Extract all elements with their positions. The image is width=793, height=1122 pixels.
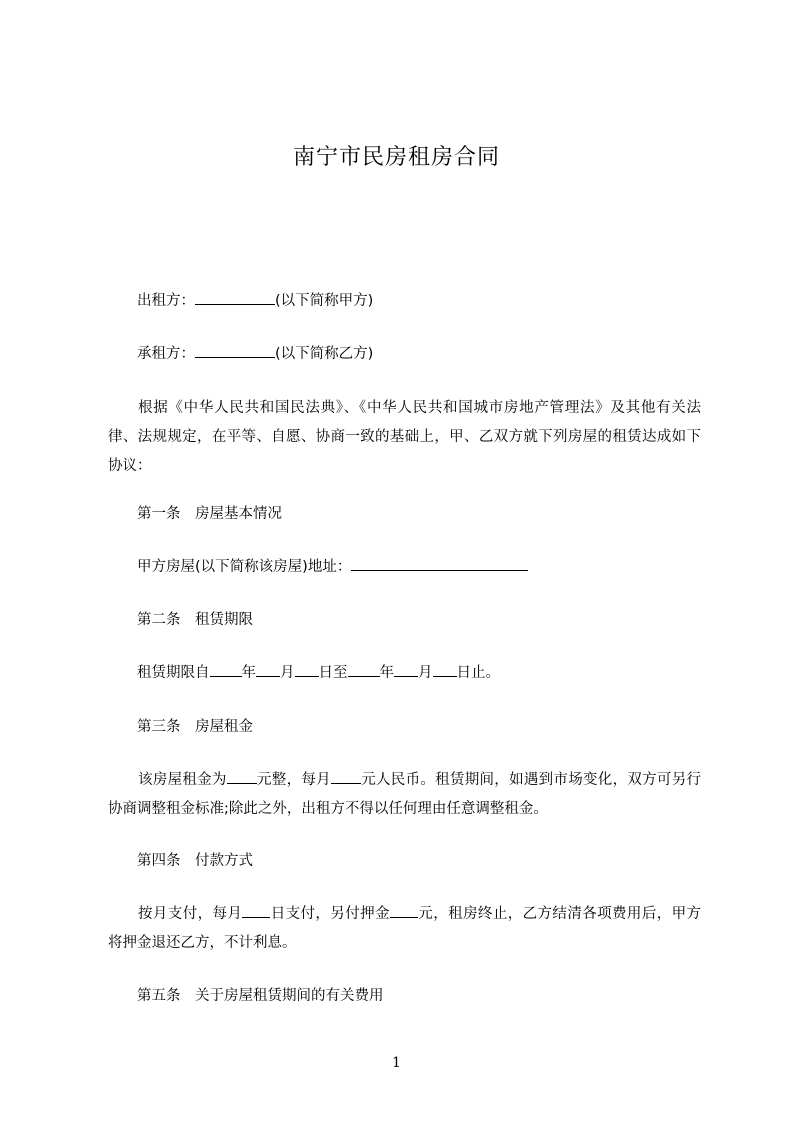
article3-heading: 第三条 房屋租金 — [137, 719, 253, 735]
rent-text-2: 元整，每月 — [256, 772, 331, 788]
payment-text-3: 元，租房终止，乙方结清各项费用后，甲方将押金退还乙方，不计利息。 — [108, 906, 702, 951]
end-day-blank[interactable] — [433, 662, 457, 677]
page-number: 1 — [392, 1055, 401, 1071]
lease-term-line — [137, 659, 500, 687]
article2-heading: 第二条 租赁期限 — [137, 612, 253, 628]
start-year-blank[interactable] — [210, 662, 242, 677]
article1-heading: 第一条 房屋基本情况 — [137, 506, 282, 522]
address-line — [137, 553, 528, 581]
lessor-name-blank[interactable] — [195, 290, 275, 305]
rent-paragraph — [108, 766, 701, 824]
lessee-label: 承租方： — [137, 346, 195, 362]
rent-monthly-blank[interactable] — [331, 769, 361, 784]
lessee-line — [137, 340, 373, 368]
lease-term-end-month-label: 月 — [418, 665, 433, 681]
document-title: 南宁市民房租房合同 — [292, 145, 500, 170]
lessor-label: 出租方： — [137, 293, 195, 309]
lessor-line — [137, 287, 373, 315]
payment-day-blank[interactable] — [242, 903, 270, 918]
lease-term-year-label: 年 — [241, 665, 256, 681]
lease-term-to-label: 日至 — [318, 665, 348, 681]
address-blank[interactable] — [351, 556, 528, 571]
article4-heading: 第四条 付款方式 — [137, 853, 253, 869]
start-month-blank[interactable] — [256, 662, 280, 677]
deposit-amount-blank[interactable] — [390, 903, 418, 918]
end-year-blank[interactable] — [348, 662, 380, 677]
lease-term-text-start: 租赁期限自 — [137, 665, 210, 681]
end-month-blank[interactable] — [394, 662, 418, 677]
preamble-paragraph: 根据《中华人民共和国民法典》、《中华人民共和国城市房地产管理法》及其他有关法律、法规规定，在平等、自愿、协商一致的基础上，甲、乙双方就下列房屋的租赁达成如下协议： — [108, 400, 701, 474]
article5-heading: 第五条 关于房屋租赁期间的有关费用 — [137, 988, 384, 1004]
lessee-suffix: (以下简称乙方) — [275, 346, 374, 362]
payment-text-2: 日支付，另付押金 — [270, 906, 390, 922]
address-label: 甲方房屋(以下简称该房屋)地址： — [137, 559, 352, 575]
rent-text-1: 该房屋租金为 — [138, 772, 227, 788]
lessor-suffix: (以下简称甲方) — [275, 293, 374, 309]
lease-term-end-year-label: 年 — [379, 665, 394, 681]
lessee-name-blank[interactable] — [195, 343, 275, 358]
payment-text-1: 按月支付，每月 — [138, 906, 243, 922]
start-day-blank[interactable] — [295, 662, 319, 677]
payment-paragraph — [108, 900, 701, 958]
rent-text-3: 元人民币。租赁期间，如遇到市场变化，双方可另行协商调整租金标准;除此之外，出租方不得以任何理由任意调整租金。 — [108, 772, 702, 817]
lease-term-end-label: 日止。 — [456, 665, 500, 681]
rent-total-blank[interactable] — [227, 769, 257, 784]
lease-term-month-label: 月 — [280, 665, 295, 681]
